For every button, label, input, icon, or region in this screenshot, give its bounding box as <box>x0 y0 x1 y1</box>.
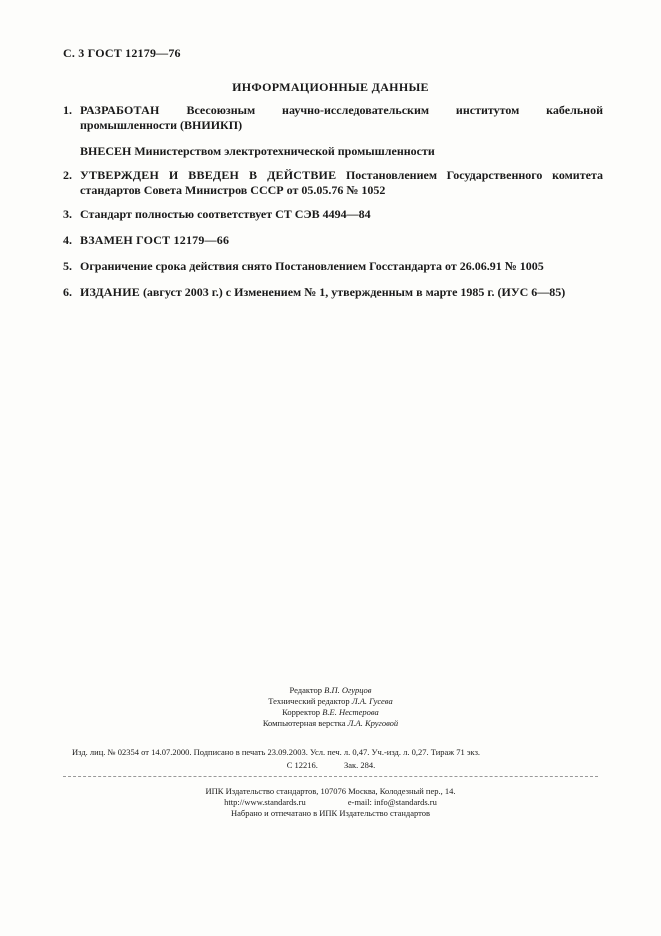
editor-name: В.П. Огурцов <box>324 685 372 695</box>
staff-credits <box>0 685 661 729</box>
order-c: С 12216. <box>286 760 318 770</box>
item-lead: РАЗРАБОТАН <box>80 103 160 117</box>
item-lead: УТВЕРЖДЕН И ВВЕДЕН В ДЕЙСТВИЕ <box>80 168 337 182</box>
tech-editor-line: Технический редактор Л.А. Гусева <box>268 696 393 706</box>
item-number: 6. <box>63 285 72 299</box>
item-number: 3. <box>63 207 72 221</box>
item-lead: ВЗАМЕН ГОСТ 12179—66 <box>80 233 230 247</box>
item-text: Стандарт полностью соответствует СТ СЭВ 4494—84 <box>80 207 371 221</box>
layout-line: Компьютерная верстка Л.А. Круговой <box>262 718 399 728</box>
item-number: 1. <box>63 103 72 117</box>
order-z: Зак. 284. <box>344 760 376 770</box>
item-number: 4. <box>63 233 72 247</box>
tech-editor-name: Л.А. Гусева <box>351 696 393 706</box>
layout-name: Л.А. Круговой <box>347 718 399 728</box>
introduced-by <box>80 144 435 159</box>
contacts-line <box>0 797 661 808</box>
info-item-5 <box>63 259 603 274</box>
order-line <box>72 759 590 771</box>
website-link[interactable]: http://www.standards.ru <box>224 797 306 807</box>
introduced-text: Министерством электротехнической промышленности <box>134 144 435 158</box>
introduced-lead: ВНЕСЕН <box>80 144 132 158</box>
item-text: Ограничение срока действия снято Постановлением Госстандарта от 26.06.91 № 1005 <box>80 259 544 273</box>
email-link[interactable]: e-mail: info@standards.ru <box>347 797 437 807</box>
info-item-3 <box>63 207 603 222</box>
item-text: Всесоюзным научно-исследовательским институтом кабельной промышленности (ВНИИКП) <box>80 103 603 132</box>
proofreader-line: Корректор В.Е. Нестерова <box>282 707 379 717</box>
divider <box>63 776 598 777</box>
editor-line: Редактор В.П. Огурцов <box>289 685 372 695</box>
printed-note: Набрано и отпечатано в ИПК Издательство стандартов <box>230 808 431 818</box>
section-title: ИНФОРМАЦИОННЫЕ ДАННЫЕ <box>232 80 429 94</box>
publication-line: Изд. лиц. № 02354 от 14.07.2000. Подписано в печать 23.09.2003. Усл. печ. л. 0,47. Уч.-изд. л. 0,27. Тираж 71 экз. <box>72 747 481 757</box>
info-item-6 <box>63 285 603 300</box>
publisher-address: ИПК Издательство стандартов, 107076 Москва, Колодезный пер., 14. <box>205 786 456 796</box>
page-header: С. 3 ГОСТ 12179—76 <box>63 46 181 60</box>
proofreader-name: В.Е. Нестерова <box>322 707 379 717</box>
item-lead: ИЗДАНИЕ <box>80 285 140 299</box>
item-text: (август 2003 г.) с Изменением № 1, утвержденным в марте 1985 г. (ИУС 6—85) <box>142 285 566 299</box>
item-text: Постановлением Государственного комитета стандартов Совета Министров СССР от 05.05.76 № 1052 <box>80 168 603 197</box>
publication-details <box>72 746 590 771</box>
item-number: 5. <box>63 259 72 273</box>
info-item-4 <box>63 233 603 248</box>
item-number: 2. <box>63 168 72 182</box>
info-item-2 <box>63 168 603 198</box>
publisher-footer <box>0 786 661 819</box>
info-item-1 <box>63 103 603 133</box>
